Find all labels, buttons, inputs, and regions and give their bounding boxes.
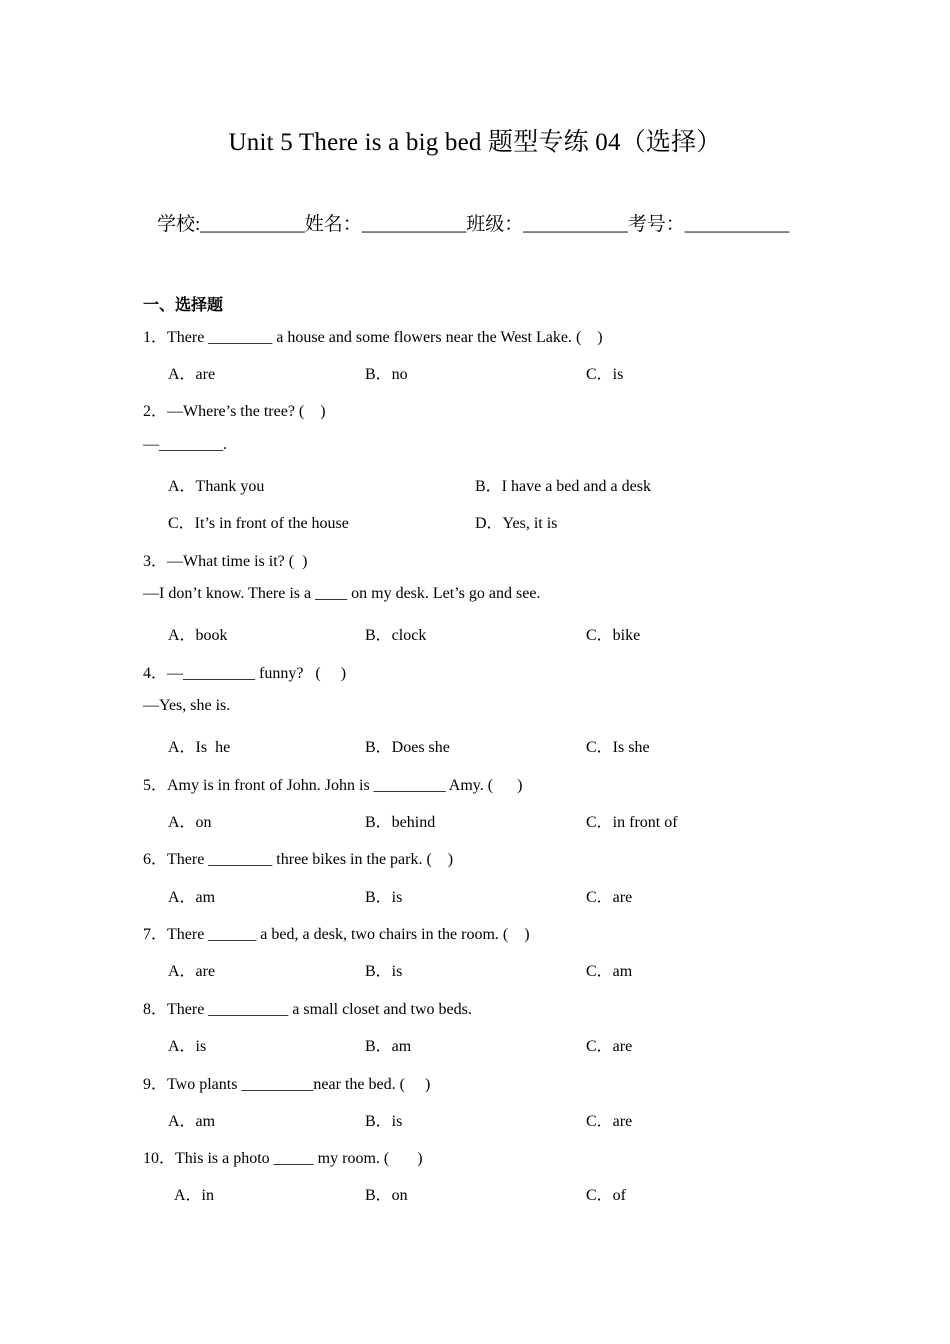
q1-option-a: A．are (168, 366, 216, 383)
question-9: 9．Two plants _________near the bed. ( ) (143, 1076, 431, 1093)
question-6: 6．There ________ three bikes in the park. ( ) (143, 851, 454, 868)
q7-option-a: A．are (168, 963, 216, 980)
q6-option-a: A．am (168, 889, 216, 906)
q5-option-c: C．in front of (586, 814, 678, 831)
q1-option-b: B．no (365, 366, 408, 383)
q9-option-c: C．are (586, 1113, 633, 1130)
q4-option-c: C．Is she (586, 739, 650, 756)
question-10: 10．This is a photo _____ my room. ( ) (143, 1150, 423, 1167)
question-5: 5．Amy is in front of John. John is _________ Amy. ( ) (143, 777, 523, 794)
q2-option-d: D．Yes, it is (475, 515, 558, 532)
question-3: 3．—What time is it? ( ) (143, 553, 308, 570)
question-4-dialogue: —Yes, she is. (143, 697, 231, 714)
q8-option-b: B．am (365, 1038, 412, 1055)
question-4: 4．—_________ funny? ( ) (143, 665, 347, 682)
q10-option-a: A．in (174, 1187, 215, 1204)
page-title: Unit 5 There is a big bed 题型专练 04（选择） (228, 129, 722, 156)
q7-option-c: C．am (586, 963, 633, 980)
student-info-line: 学校:___________姓名：___________班级：___________考号：___________ (157, 214, 790, 235)
q1-option-c: C．is (586, 366, 624, 383)
question-2-answer-line: —________. (143, 436, 227, 453)
q3-option-a: A．book (168, 627, 228, 644)
q3-option-c: C．bike (586, 627, 641, 644)
q2-option-a: A．Thank you (168, 478, 265, 495)
q2-option-b: B．I have a bed and a desk (475, 478, 651, 495)
q8-option-c: C．are (586, 1038, 633, 1055)
question-8: 8．There __________ a small closet and two beds. (143, 1001, 472, 1018)
q9-option-a: A．am (168, 1113, 216, 1130)
q2-option-c: C．It’s in front of the house (168, 515, 349, 532)
q10-option-b: B．on (365, 1187, 408, 1204)
q6-option-b: B．is (365, 889, 403, 906)
q5-option-b: B．behind (365, 814, 436, 831)
question-1: 1．There ________ a house and some flowers near the West Lake. ( ) (143, 329, 603, 346)
section-title: 一、选择题 (143, 297, 224, 314)
q3-option-b: B．clock (365, 627, 427, 644)
q9-option-b: B．is (365, 1113, 403, 1130)
q6-option-c: C．are (586, 889, 633, 906)
question-3-dialogue: —I don’t know. There is a ____ on my desk. Let’s go and see. (143, 585, 541, 602)
q5-option-a: A．on (168, 814, 212, 831)
q4-option-a: A．Is he (168, 739, 231, 756)
question-7: 7．There ______ a bed, a desk, two chairs in the room. ( ) (143, 926, 530, 943)
q7-option-b: B．is (365, 963, 403, 980)
q10-option-c: C．of (586, 1187, 627, 1204)
q8-option-a: A．is (168, 1038, 207, 1055)
question-2: 2．—Where’s the tree? ( ) (143, 403, 326, 420)
q4-option-b: B．Does she (365, 739, 450, 756)
